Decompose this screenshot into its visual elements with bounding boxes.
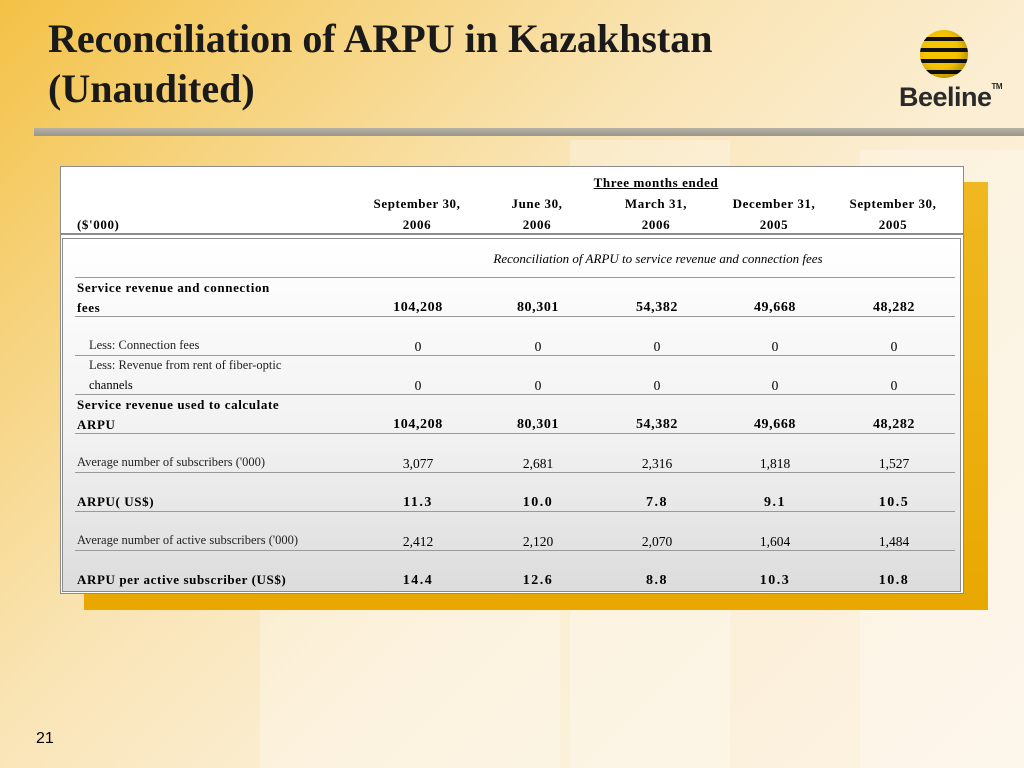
row-divider <box>75 433 955 434</box>
column-header-line2: 2006 <box>641 217 671 232</box>
row-value: 54,382 <box>635 417 679 432</box>
row-value: 0 <box>653 378 661 393</box>
beeline-logo <box>895 30 1005 120</box>
group-header: Three months ended <box>593 175 719 190</box>
column-header-line2: 2005 <box>878 217 908 232</box>
column-header-line1: September 30, <box>849 196 937 211</box>
row-value: 10.0 <box>522 495 554 510</box>
row-value: 10.5 <box>878 495 910 510</box>
row-divider <box>75 355 955 356</box>
row-value: 80,301 <box>516 417 560 432</box>
row-value: 9.1 <box>764 495 786 510</box>
row-value: 0 <box>534 339 542 354</box>
row-label: Average number of active subscribers ('000) <box>77 533 299 547</box>
row-value: 48,282 <box>872 300 916 315</box>
row-value: 80,301 <box>516 300 560 315</box>
arpu-table <box>60 166 964 594</box>
row-value: 49,668 <box>753 300 797 315</box>
row-label-continued: fees <box>77 300 101 315</box>
row-label: Less: Connection fees <box>89 338 200 352</box>
column-header-line1: June 30, <box>511 196 563 211</box>
row-value: 0 <box>414 339 422 354</box>
row-value: 10.8 <box>878 573 910 588</box>
row-label: Service revenue used to calculate <box>77 397 280 412</box>
unit-label: ($'000) <box>77 217 120 232</box>
column-header-line1: September 30, <box>373 196 461 211</box>
background-block <box>260 600 560 768</box>
row-divider <box>75 550 955 551</box>
row-value: 0 <box>414 378 422 393</box>
column-header-line2: 2006 <box>522 217 552 232</box>
beeline-striped-ball-icon <box>920 30 968 78</box>
row-value: 2,316 <box>641 456 673 471</box>
column-header-line1: December 31, <box>732 196 816 211</box>
row-value: 2,681 <box>522 456 554 471</box>
row-divider <box>75 472 955 473</box>
row-value: 104,208 <box>393 300 443 315</box>
row-divider <box>75 394 955 395</box>
row-divider <box>75 511 955 512</box>
row-value: 2,120 <box>522 534 554 549</box>
row-value: 0 <box>771 378 779 393</box>
section-title: Reconciliation of ARPU to service revenue and connection fees <box>493 251 823 266</box>
row-divider <box>75 277 955 278</box>
row-label-continued: channels <box>89 378 133 392</box>
row-label: Average number of subscribers ('000) <box>77 455 266 469</box>
row-divider <box>75 316 955 317</box>
column-header-line1: March 31, <box>624 196 688 211</box>
row-value: 11.3 <box>403 495 433 510</box>
row-value: 7.8 <box>646 495 668 510</box>
row-value: 49,668 <box>753 417 797 432</box>
beeline-logo-text: Beeline™ <box>899 82 1003 112</box>
row-value: 8.8 <box>646 573 668 588</box>
title-divider <box>34 128 1024 136</box>
row-value: 1,604 <box>759 534 791 549</box>
row-value: 2,412 <box>402 534 434 549</box>
page-number: 21 <box>36 730 54 747</box>
row-value: 2,070 <box>641 534 673 549</box>
row-value: 54,382 <box>635 300 679 315</box>
row-label: Service revenue and connection <box>77 280 270 295</box>
row-value: 3,077 <box>402 456 434 471</box>
slide-title-line2: (Unaudited) <box>48 66 255 111</box>
table-header <box>61 167 963 235</box>
row-value: 10.3 <box>759 573 791 588</box>
row-value: 0 <box>890 339 898 354</box>
row-label-continued: ARPU <box>77 417 116 432</box>
row-value: 0 <box>771 339 779 354</box>
slide-title <box>48 14 848 114</box>
row-value: 1,818 <box>759 456 791 471</box>
row-value: 1,527 <box>878 456 910 471</box>
slide-title-line1: Reconciliation of ARPU in Kazakhstan <box>48 16 713 61</box>
row-value: 104,208 <box>393 417 443 432</box>
table-body <box>62 238 961 592</box>
row-value: 0 <box>653 339 661 354</box>
row-value: 12.6 <box>522 573 554 588</box>
row-value: 1,484 <box>878 534 910 549</box>
row-value: 14.4 <box>402 573 434 588</box>
row-value: 0 <box>890 378 898 393</box>
column-header-line2: 2005 <box>759 217 789 232</box>
column-header-line2: 2006 <box>402 217 432 232</box>
row-value: 48,282 <box>872 417 916 432</box>
row-label: ARPU per active subscriber (US$) <box>77 572 287 587</box>
row-value: 0 <box>534 378 542 393</box>
row-label: ARPU( US$) <box>77 494 155 509</box>
row-label: Less: Revenue from rent of fiber-optic <box>89 358 282 372</box>
